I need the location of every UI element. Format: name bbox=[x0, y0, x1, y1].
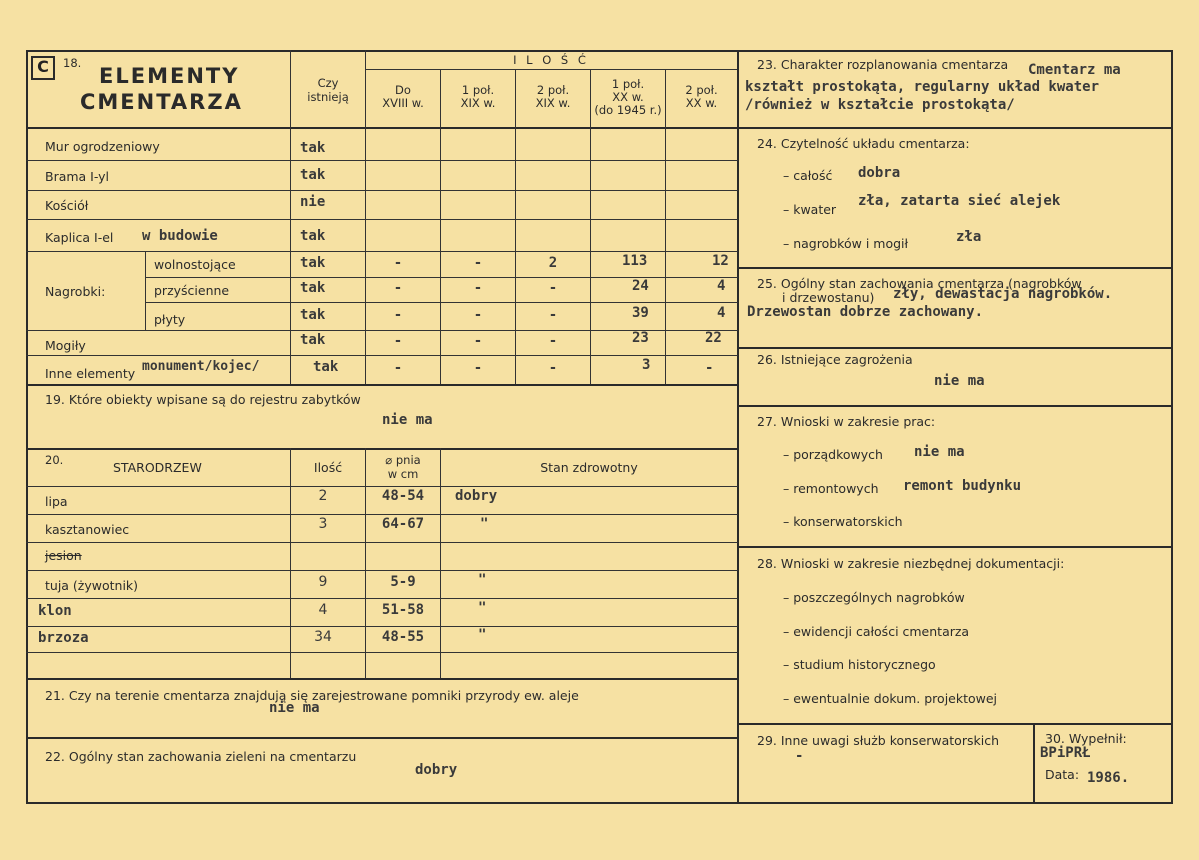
nagrobki-type: przyścienne bbox=[154, 283, 230, 298]
value-cell: - bbox=[548, 307, 558, 323]
q25-value-1: zły, dewastacja nagrobków. bbox=[893, 286, 1113, 302]
period-l2: XIX w. bbox=[535, 96, 571, 110]
starodrzew-title: STARODRZEW bbox=[113, 460, 202, 475]
q24-item-label: – kwater bbox=[783, 202, 837, 217]
tree-name: tuja (żywotnik) bbox=[45, 578, 139, 593]
tree-name: kasztanowiec bbox=[45, 522, 130, 537]
tree-diam: 51-58 bbox=[381, 602, 425, 618]
value-cell: 3 bbox=[642, 357, 651, 373]
starodrzew-number: 20. bbox=[45, 453, 64, 467]
grid-line bbox=[665, 69, 666, 385]
section-end-line bbox=[737, 405, 1173, 407]
value-cell: - bbox=[705, 360, 714, 376]
q28-item: – poszczególnych nagrobków bbox=[783, 590, 965, 605]
tree-diam: 48-54 bbox=[381, 488, 425, 504]
row-line bbox=[26, 570, 738, 571]
q28-item: – studium historycznego bbox=[783, 657, 936, 672]
tree-health: " bbox=[478, 627, 487, 643]
exists-mur: tak bbox=[300, 140, 326, 156]
row-line bbox=[26, 355, 738, 356]
col-count-header: Ilość bbox=[313, 460, 343, 475]
q21-value: nie ma bbox=[269, 700, 320, 716]
nagrobki-label: Nagrobki: bbox=[45, 284, 106, 299]
row-line bbox=[26, 598, 738, 599]
q23-value-3: /również w kształcie prostokąta/ bbox=[745, 97, 1015, 113]
period-header bbox=[516, 84, 590, 110]
exists-kaplica: tak bbox=[300, 228, 326, 244]
q24-item-label: – całość bbox=[783, 168, 833, 183]
col-diam-l2: w cm bbox=[387, 467, 419, 481]
tree-name: brzoza bbox=[38, 630, 89, 646]
exists-cell: tak bbox=[300, 255, 326, 271]
q28-label: 28. Wnioski w zakresie niezbędnej dokumentacji: bbox=[757, 556, 1065, 571]
section-end-line bbox=[26, 678, 738, 680]
q24-item-value: dobra bbox=[858, 165, 901, 181]
section-title-line1: ELEMENTY bbox=[99, 64, 240, 88]
value-cell: - bbox=[548, 280, 558, 296]
row-label-inne: Inne elementy bbox=[45, 366, 136, 381]
col-diam-l1: ⌀ pnia bbox=[385, 453, 421, 467]
q27-label: 27. Wnioski w zakresie prac: bbox=[757, 414, 936, 429]
section-end-line bbox=[737, 347, 1173, 349]
period-l2: XVIII w. bbox=[382, 96, 424, 110]
value-cell: 2 bbox=[548, 255, 558, 271]
col-health-header: Stan zdrowotny bbox=[540, 460, 638, 475]
box-letter-text: C bbox=[37, 57, 49, 76]
inne-note: monument/kojec/ bbox=[142, 359, 260, 374]
row-label-kosciol: Kościół bbox=[45, 198, 89, 213]
q24-item-label: – nagrobków i mogił bbox=[783, 236, 909, 251]
value-cell: - bbox=[473, 280, 483, 296]
tree-name: klon bbox=[38, 603, 72, 619]
value-cell: - bbox=[393, 307, 403, 323]
row-line bbox=[26, 486, 738, 487]
value-cell: 24 bbox=[632, 278, 649, 294]
period-l2: XX w. bbox=[612, 90, 644, 104]
tree-diam: 48-55 bbox=[381, 629, 425, 645]
q27-item-label: – remontowych bbox=[783, 481, 879, 496]
q27-item-label: – porządkowych bbox=[783, 447, 883, 462]
value-cell: 22 bbox=[705, 330, 722, 346]
q19-value: nie ma bbox=[382, 412, 433, 428]
value-cell: 113 bbox=[622, 253, 648, 269]
period-l1: 1 poł. bbox=[611, 77, 645, 91]
section-end-line bbox=[737, 546, 1173, 548]
period-l1: 2 poł. bbox=[685, 83, 718, 97]
q29-label: 29. Inne uwagi służb konserwatorskich bbox=[757, 733, 999, 748]
kaplica-note: w budowie bbox=[142, 228, 218, 244]
tree-count: 3 bbox=[318, 516, 328, 532]
section-end-line bbox=[737, 723, 1173, 725]
row-line bbox=[26, 542, 738, 543]
q24-item-value: zła bbox=[956, 229, 982, 245]
value-cell: - bbox=[393, 360, 403, 376]
grid-line bbox=[145, 251, 146, 330]
row-line bbox=[26, 626, 738, 627]
value-cell: - bbox=[393, 280, 403, 296]
period-header bbox=[591, 78, 665, 117]
tree-health: " bbox=[478, 572, 487, 588]
exists-kosciol: nie bbox=[300, 194, 326, 210]
q30-date-value: 1986. bbox=[1087, 770, 1130, 786]
col-exists-l2: istnieją bbox=[307, 90, 349, 104]
q30-value: BPiPRŁ bbox=[1040, 745, 1091, 761]
exists-cell: tak bbox=[300, 307, 326, 323]
q23-value-1: Cmentarz ma bbox=[1028, 62, 1121, 78]
tree-health: " bbox=[478, 600, 487, 616]
value-cell: 39 bbox=[632, 305, 649, 321]
tree-name: lipa bbox=[45, 494, 68, 509]
tree-count: 9 bbox=[318, 574, 328, 590]
section-end-line bbox=[26, 448, 738, 450]
row-line bbox=[26, 160, 738, 161]
col-diam-header bbox=[366, 453, 440, 481]
section-end-line bbox=[26, 384, 738, 386]
tree-diam: 64-67 bbox=[381, 516, 425, 532]
exists-brama: tak bbox=[300, 167, 326, 183]
tree-count: 4 bbox=[318, 602, 328, 618]
value-cell: 12 bbox=[712, 253, 729, 269]
section-end-line bbox=[737, 267, 1173, 269]
q26-label: 26. Istniejące zagrożenia bbox=[757, 352, 913, 367]
exists-cell: tak bbox=[300, 280, 326, 296]
row-line bbox=[145, 302, 738, 303]
q28-item: – ewidencji całości cmentarza bbox=[783, 624, 970, 639]
tree-diam: 5-9 bbox=[390, 574, 416, 590]
grid-line bbox=[440, 448, 441, 678]
row-label-mogily: Mogiły bbox=[45, 338, 86, 353]
row-label-mur: Mur ogrodzeniowy bbox=[45, 139, 160, 154]
q24-item-value: zła, zatarta sieć alejek bbox=[858, 193, 1061, 209]
column-divider bbox=[1033, 723, 1035, 804]
q25-label-2: i drzewostanu) bbox=[782, 290, 875, 305]
value-cell: - bbox=[473, 360, 483, 376]
tree-count: 34 bbox=[314, 629, 332, 645]
section-title-line2: CMENTARZA bbox=[80, 90, 243, 114]
period-l2: XIX w. bbox=[460, 96, 496, 110]
nagrobki-type: płyty bbox=[154, 312, 186, 327]
value-cell: - bbox=[548, 333, 558, 349]
row-line bbox=[26, 190, 738, 191]
section-number: 18. bbox=[63, 56, 82, 70]
q19-label: 19. Które obiekty wpisane są do rejestru zabytków bbox=[45, 392, 361, 407]
ilosc-header: I L O Ś Ć bbox=[513, 53, 589, 67]
period-l1: 1 poł. bbox=[461, 83, 495, 97]
section-end-line bbox=[26, 737, 738, 739]
value-cell: 23 bbox=[632, 330, 649, 346]
tree-name-struck: jesion bbox=[45, 548, 82, 563]
value-cell: 4 bbox=[717, 278, 726, 294]
q23-value-2: kształt prostokąta, regularny układ kwater bbox=[745, 79, 1100, 95]
value-cell: - bbox=[473, 333, 483, 349]
value-cell: - bbox=[473, 255, 483, 271]
period-l1: 2 poł. bbox=[536, 83, 570, 97]
q24-label: 24. Czytelność układu cmentarza: bbox=[757, 136, 970, 151]
value-cell: - bbox=[548, 360, 558, 376]
q25-value-2: Drzewostan dobrze zachowany. bbox=[747, 304, 984, 320]
value-cell: 4 bbox=[717, 305, 726, 321]
q22-value: dobry bbox=[415, 762, 458, 778]
grid-line bbox=[365, 69, 737, 70]
row-line bbox=[26, 251, 738, 252]
col-exists-header bbox=[291, 76, 365, 104]
q27-item-value: remont budynku bbox=[903, 478, 1022, 494]
period-l1: Do bbox=[395, 83, 411, 97]
q23-label: 23. Charakter rozplanowania cmentarza bbox=[757, 57, 1009, 72]
value-cell: - bbox=[393, 255, 403, 271]
tree-health: " bbox=[480, 516, 489, 532]
q25-label: 25. Ogólny stan zachowania cmentarza (nagrobków bbox=[757, 276, 1082, 291]
col-exists-l1: Czy bbox=[317, 76, 339, 90]
exists-mogily: tak bbox=[300, 332, 326, 348]
period-l3: (do 1945 r.) bbox=[594, 103, 662, 117]
value-cell: - bbox=[473, 307, 483, 323]
value-cell: - bbox=[393, 333, 403, 349]
row-line bbox=[145, 277, 738, 278]
q26-value: nie ma bbox=[934, 373, 985, 389]
row-line bbox=[26, 219, 738, 220]
period-header bbox=[441, 84, 515, 110]
q27-item-value: nie ma bbox=[914, 444, 965, 460]
row-line bbox=[26, 652, 738, 653]
period-l2: XX w. bbox=[685, 96, 718, 110]
header-bottom-line bbox=[26, 127, 738, 129]
q21-label: 21. Czy na terenie cmentarza znajdują się zarejestrowane pomniki przyrody ew. aleje bbox=[45, 688, 579, 703]
tree-health: dobry bbox=[455, 488, 498, 504]
exists-inne: tak bbox=[313, 359, 339, 375]
period-header bbox=[366, 84, 440, 110]
row-label-kaplica: Kaplica I-el bbox=[45, 230, 114, 245]
row-label-brama: Brama I-yl bbox=[45, 169, 110, 184]
period-header bbox=[666, 84, 737, 110]
nagrobki-type: wolnostojące bbox=[154, 257, 236, 272]
q27-item-label: – konserwatorskich bbox=[783, 514, 903, 529]
tree-count: 2 bbox=[318, 488, 328, 504]
q30-date-label: Data: bbox=[1045, 767, 1080, 782]
row-line bbox=[26, 514, 738, 515]
q28-item: – ewentualnie dokum. projektowej bbox=[783, 691, 998, 706]
q22-label: 22. Ogólny stan zachowania zieleni na cmentarzu bbox=[45, 749, 357, 764]
q30-label: 30. Wypełnił: bbox=[1045, 731, 1127, 746]
section-end-line bbox=[737, 127, 1173, 129]
column-divider bbox=[737, 50, 739, 804]
q29-value: - bbox=[795, 748, 804, 764]
